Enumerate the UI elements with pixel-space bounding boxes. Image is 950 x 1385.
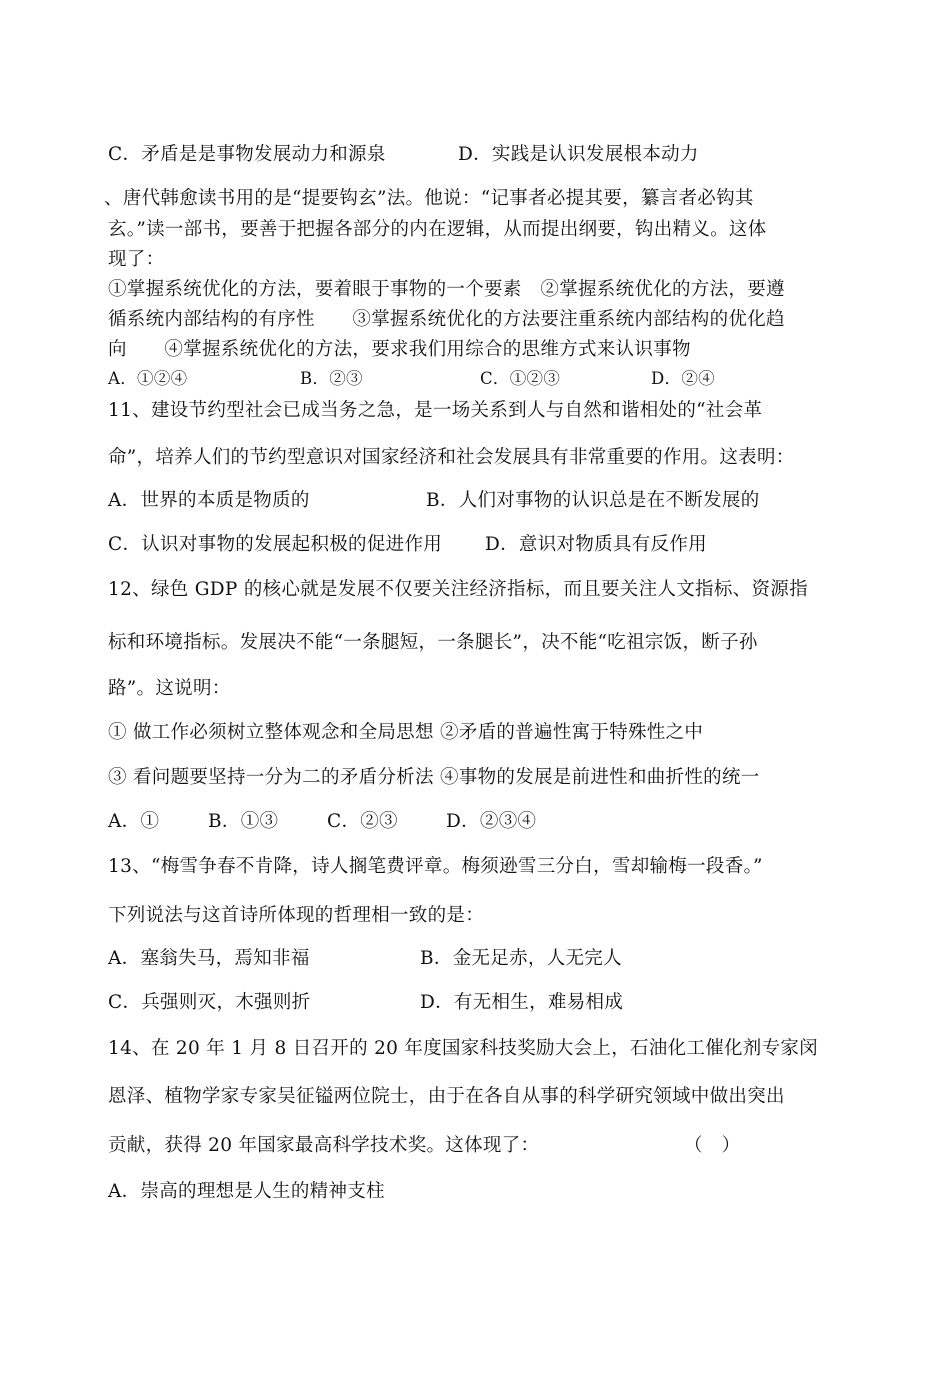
q11-option-d: D．意识对物质具有反作用 (485, 534, 707, 555)
q10-option-b: B．②③ (300, 369, 363, 388)
q12-stem-line-3: 路”。这说明： (108, 678, 231, 699)
q14-stem-line-3: 贡献，获得 20 年国家最高科学技术奖。这体现了： (108, 1135, 540, 1156)
q11-stem-line-2: 命”，培养人们的节约型意识对国家经济和社会发展具有非常重要的作用。这表明： (108, 447, 795, 468)
q10-option-a: A．①②④ (108, 369, 188, 388)
q12-items-line-2: ③ 看问题要坚持一分为二的矛盾分析法 ④事物的发展是前进性和曲折性的统一 (108, 767, 760, 788)
q11-option-a: A．世界的本质是物质的 (108, 490, 310, 511)
q10-option-c: C．①②③ (480, 369, 561, 388)
q14-stem-line-3-row (108, 1134, 868, 1158)
answer-blank: （ ） (684, 1135, 741, 1156)
q10-items-line-2: 循系统内部结构的有序性 ③掌握系统优化的方法要注重系统内部结构的优化趋 (108, 309, 785, 330)
q12-option-a: A．① (108, 811, 160, 832)
q13-option-d: D．有无相生，难易相成 (420, 992, 624, 1013)
q10-stem-line-2: 玄。”读一部书，要善于把握各部分的内在逻辑，从而提出纲要，钩出精义。这体 (108, 219, 767, 240)
q12-stem-line-2: 标和环境指标。发展决不能“一条腿短，一条腿长”，决不能“吃祖宗饭，断子孙 (108, 632, 758, 653)
q13-option-b: B．金无足赤，人无完人 (420, 948, 622, 969)
q11-stem-line-1: 11、建设节约型社会已成当务之急，是一场关系到人与自然和谐相处的“社会革 (108, 400, 763, 421)
q9-option-d: D．实践是认识发展根本动力 (458, 144, 699, 165)
q12-option-d: D．②③④ (446, 811, 537, 832)
q14-stem-line-1: 14、在 20 年 1 月 8 日召开的 20 年度国家科技奖励大会上，石油化工催化剂专家闵 (108, 1038, 819, 1059)
q10-stem-line-1: 、唐代韩愈读书用的是“提要钩玄”法。他说：“记事者必提其要，纂言者必钩其 (104, 188, 754, 209)
q12-option-b: B．①③ (208, 811, 279, 832)
q10-items-line-1: ①掌握系统优化的方法，要着眼于事物的一个要素 ②掌握系统优化的方法，要遵 (108, 279, 785, 300)
q11-option-b: B．人们对事物的认识总是在不断发展的 (426, 490, 760, 511)
q13-option-c: C．兵强则灭，木强则折 (108, 992, 311, 1013)
q11-option-c: C．认识对事物的发展起积极的促进作用 (108, 534, 443, 555)
q12-stem-line-1: 12、绿色 GDP 的核心就是发展不仅要关注经济指标，而且要关注人文指标、资源指 (108, 579, 808, 600)
q13-stem-line-2: 下列说法与这首诗所体现的哲理相一致的是： (108, 905, 485, 926)
q12-option-c: C．②③ (327, 811, 398, 832)
q9-option-c: C．矛盾是是事物发展动力和源泉 (108, 144, 386, 165)
q13-stem-line-1: 13、“梅雪争春不肯降，诗人搁笔费评章。梅须逊雪三分白，雪却输梅一段香。” (108, 856, 763, 877)
q13-option-a: A．塞翁失马，焉知非福 (108, 948, 310, 969)
q14-option-a: A．崇高的理想是人生的精神支柱 (108, 1181, 385, 1202)
q14-stem-line-2: 恩泽、植物学家专家吴征镒两位院士，由于在各自从事的科学研究领域中做出突出 (108, 1086, 785, 1107)
q10-option-d: D．②④ (651, 369, 715, 388)
q10-items-line-3: 向 ④掌握系统优化的方法，要求我们用综合的思维方式来认识事物 (108, 339, 691, 360)
q12-items-line-1: ① 做工作必须树立整体观念和全局思想 ②矛盾的普遍性寓于特殊性之中 (108, 722, 704, 743)
q10-stem-line-3: 现了： (108, 249, 165, 270)
